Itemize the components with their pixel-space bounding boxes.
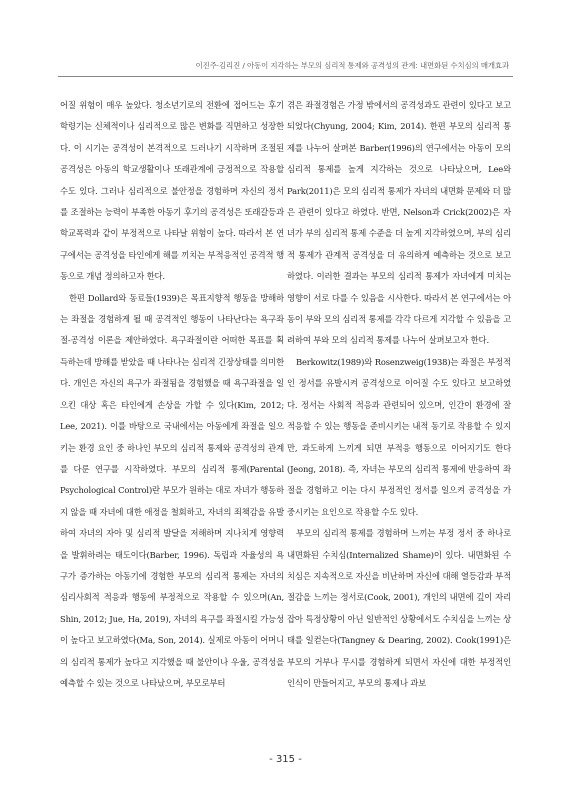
- page-number: - 315 -: [269, 754, 302, 765]
- left-paragraph-2: 한편 Dollard와 동료들(1939)은 목표지향적 행동을 방해하는 좌절을 경험하게 될 때 공격적인 행동이 나타난다는 욕구좌절-공격성 이론을 제안하였다. 욕구좌절이란 어떠한 목표를 획득하는데 방해를 받았을 때 나타나는 심리적 긴장상태를 의미한다. 개인은 자신의 욕구가 좌절됨을 경험했을 때 욕구좌절을 일으킨 대상 혹은 타인에게 손상을 가할 수 있다(Kim, 2012; Lee, 2021). 이를 바탕으로 국내에서는 아동에게 좌절을 일으키는 환경 요인 중 하나인 부모의 심리적 통제와 공격성의 관계를 다룬 연구를 시작하였다. 부모의 심리적 통제(Parental Psychological Control)란 부모가 원하는 대로 자녀가 행동하지 않을 때 자녀에 대한 애정을 철회하고, 자녀의 죄책감을 유발하여 자녀의 자아 및 심리적 발달을 저해하며 지나치게 영향력을 발휘하려는 태도이다(Barber, 1996). 독립과 자율성의 욕구가 증가하는 아동기에 경험한 부모의 심리적 통제는 자녀의 심리사회적 적응과 행동에 부정적으로 작용할 수 있으며(An, Shin, 2012; Jue, Ha, 2019), 자녀의 욕구를 좌절시킬 가능성이 높다고 보고하였다(Ma, Son, 2014). 실제로 아동이 어머니의 심리적 통제가 높다고 지각했을 때 불안이나 우울, 공격성을 예측할 수 있는 것으로 나타났으며, 부모로부터: [60, 292, 284, 688]
- header-rule: [58, 76, 513, 77]
- running-head: 이진주·김리진 / 아동이 지각하는 부모의 심리적 통제와 공격성의 관계: 내면화된 수치심의 매개효과: [195, 61, 509, 70]
- right-column: [287, 95, 511, 694]
- left-paragraph-1: 어질 위험이 매우 높았다. 청소년기로의 전환에 접어드는 후기 학령기는 신체적이나 심리적으로 많은 변화를 직면하고 성장한다. 이 시기는 공격성이 본격적으로 드러나기 시작하며 조절된 공격성은 아동의 학교생활이나 또래관계에 긍정적으로 작용할 수도 있다. 그러나 심리적으로 불안정을 경험하며 자신의 정서를 조절하는 능력이 부족한 아동기 후기의 공격성은 또래갈등과 학교폭력과 같이 부정적으로 나타날 위험이 높다. 따라서 본 연구에서는 공격성을 타인에게 해를 끼치는 부적응적인 공격적 행동으로 개념 정의하고자 한다.: [60, 100, 284, 282]
- right-paragraph-2: Berkowitz(1989)와 Rosenzweig(1938)는 좌절은 부정적인 정서를 유발시켜 공격성으로 이어질 수도 있다고 보고하였다. 정서는 사회적 적응과 관련되어 있으며, 인간이 환경에 잘 적응할 수 있는 행동을 준비시키는 내적 동기로 작용할 수 있지만, 과도하게 느끼게 되면 부적응 행동으로 이어지기도 한다(Jeong, 2018). 즉, 자녀는 부모의 심리적 통제에 반응하여 좌절을 경험하고 이는 다시 부정적인 정서를 일으켜 공격성을 가중시키는 요인으로 작용할 수도 있다.: [287, 356, 511, 517]
- right-paragraph-3: 부모의 심리적 통제를 경험하며 느끼는 부정 정서 중 하나로 내면화된 수치심(Internalized Shame)이 있다. 내면화된 수치심은 지속적으로 자신을 비난하며 자신에 대해 열등감과 부적절감을 느끼는 정서로(Cook, 2001), 개인의 내면에 깊이 자리 잡아 특정상황이 아닌 일반적인 상황에서도 수치심을 느끼는 상태를 일컫는다(Tangney & Dearing, 2002). Cook(1991)은 부모의 거부나 무시를 경험하게 되면서 자신에 대한 부정적인 인식이 만들어지고, 부모의 통제나 과보: [287, 528, 511, 688]
- left-column: [60, 95, 284, 694]
- right-paragraph-1: 겪은 좌절경험은 가정 밖에서의 공격성과도 관련이 있다고 보고되었다(Chyung, 2004; Kim, 2014). 한편 부모의 심리적 통제를 나누어 살펴본 Barber(1996)의 연구에서는 아동이 모의 심리적 통제를 높게 지각하는 것으로 나타났으며, Lee와 Park(2011)은 모의 심리적 통제가 자녀의 내면화 문제와 더 많은 관련이 있다고 하였다. 반면, Nelson과 Crick(2002)은 자녀가 부의 심리적 통제 수준을 더 높게 지각하였으며, 부의 심리적 통제가 관계적 공격성을 더 유의하게 예측하는 것으로 보고하였다. 이러한 결과는 부모의 심리적 통제가 자녀에게 미치는 영향이 서로 다를 수 있음을 시사한다. 따라서 본 연구에서는 아동이 부와 모의 심리적 통제를 각각 다르게 지각할 수 있음을 고려하여 부와 모의 심리적 통제를 나누어 살펴보고자 한다.: [287, 100, 511, 346]
